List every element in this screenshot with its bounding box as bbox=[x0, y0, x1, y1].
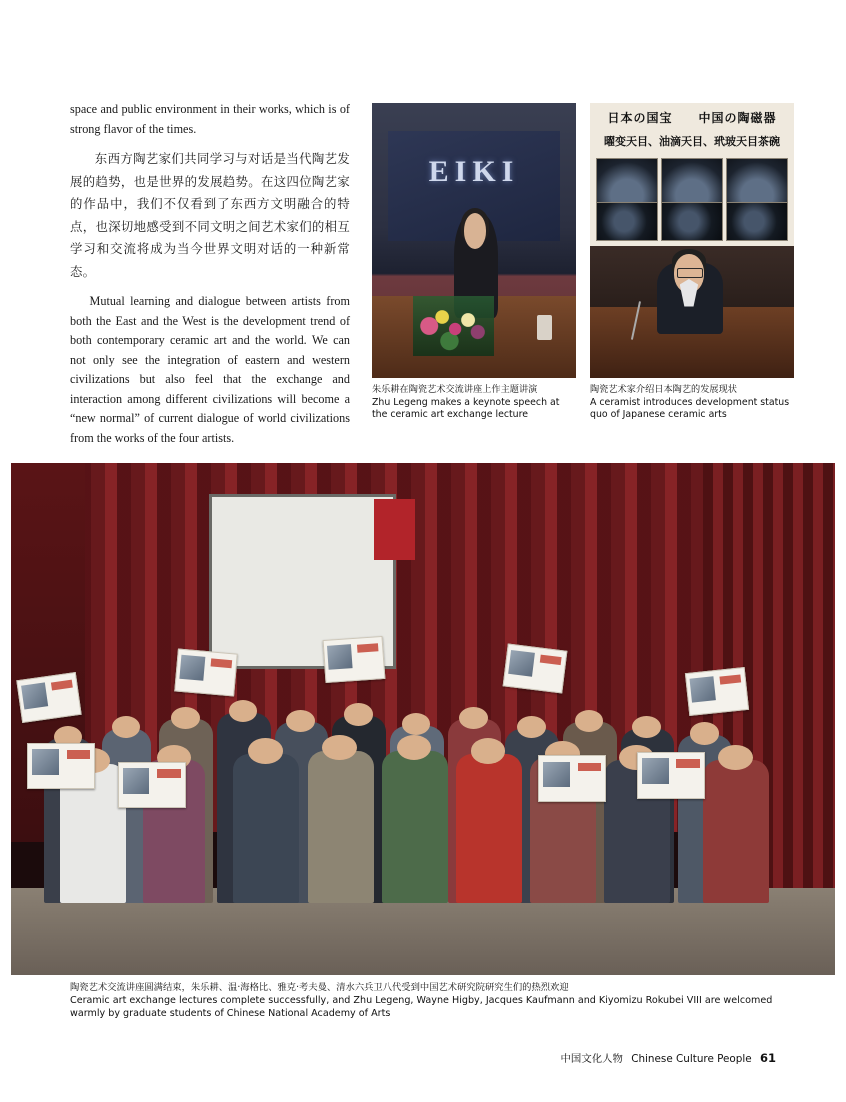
person bbox=[233, 754, 299, 903]
person-head bbox=[459, 707, 488, 729]
magazine bbox=[118, 762, 186, 808]
red-book-held-up bbox=[374, 499, 415, 560]
magazine bbox=[174, 648, 237, 696]
projector-brand-text: EIKI bbox=[428, 155, 520, 189]
flower-arrangement bbox=[413, 296, 495, 357]
caption-english: Ceramic art exchange lectures complete successfully, and Zhu Legeng, Wayne Higby, Jacques Kaufmann and Kiyomizu Rokubei VIII are welcomed warmly by graduate students of Chinese National Academy of Arts bbox=[70, 995, 773, 1020]
paragraph-english: Mutual learning and dialogue between artists from both the East and the West is the development trend of both contemporary ceramic art and the world. We can not only see the integration of eastern and western civilizations but also feel that the exchange and interaction among different civilizations will become a “new normal” of current dialogue of world civilizations from the works of the four artists. bbox=[70, 294, 350, 445]
caption-english: Zhu Legeng makes a keynote speech at the ceramic art exchange lecture bbox=[372, 396, 560, 420]
person bbox=[703, 760, 769, 903]
person bbox=[382, 751, 448, 903]
water-cup bbox=[537, 315, 551, 340]
article-text-column bbox=[70, 100, 350, 448]
magazine bbox=[637, 752, 705, 798]
person bbox=[456, 754, 522, 903]
paragraph-continued: space and public environment in their works, which is of strong flavor of the times. bbox=[70, 102, 350, 136]
speaker-head bbox=[464, 213, 486, 249]
poster-bowl-image bbox=[661, 202, 723, 241]
publication-name-cn: 中国文化人物 bbox=[560, 1053, 623, 1065]
person-head bbox=[112, 716, 140, 738]
magazine bbox=[503, 644, 567, 694]
caption-chinese: 朱乐耕在陶瓷艺术交流讲座上作主题讲演 bbox=[372, 384, 538, 395]
person-head bbox=[575, 710, 604, 732]
page-footer bbox=[561, 1050, 776, 1065]
caption-chinese: 陶瓷艺术交流讲座圆满结束，朱乐耕、温·海格比、雅克·考夫曼、清水六兵卫八代受到中国艺术研究院研究生们的热烈欢迎 bbox=[70, 982, 569, 993]
person-head bbox=[248, 738, 283, 763]
audience-crowd bbox=[11, 586, 835, 903]
person-head bbox=[471, 738, 506, 763]
group-photo-caption bbox=[70, 981, 810, 1020]
poster-subtitle-text: 曜变天目、油滴天目、玳玻天目茶碗 bbox=[604, 135, 780, 149]
publication-name-en: Chinese Culture People bbox=[631, 1053, 752, 1065]
magazine bbox=[27, 743, 95, 789]
magazine bbox=[538, 755, 606, 801]
poster-title-text: 日本の国宝 中国の陶磁器 bbox=[607, 110, 777, 125]
lecture-photo bbox=[372, 103, 576, 378]
caption-chinese: 陶瓷艺术家介绍日本陶艺的发展现状 bbox=[590, 384, 737, 395]
ceramist-photo bbox=[590, 103, 794, 378]
person-head bbox=[171, 707, 200, 729]
person bbox=[308, 751, 374, 903]
group-photo bbox=[11, 463, 835, 975]
ceramist-photo-caption bbox=[590, 384, 795, 422]
caption-english: A ceramist introduces development status quo of Japanese ceramic arts bbox=[590, 396, 790, 420]
paragraph-gap bbox=[70, 139, 350, 148]
magazine bbox=[685, 667, 749, 716]
person-head bbox=[690, 722, 719, 744]
person-head bbox=[517, 716, 546, 738]
person-head bbox=[286, 710, 315, 732]
poster-image-row-2 bbox=[596, 202, 788, 241]
poster-bowl-image bbox=[596, 202, 658, 241]
poster-bowl-image bbox=[726, 202, 788, 241]
page-number: 61 bbox=[759, 1051, 776, 1065]
lecture-photo-caption bbox=[372, 384, 577, 422]
magazine bbox=[323, 636, 386, 683]
paragraph-chinese: 东西方陶艺家们共同学习与对话是当代陶艺发展的趋势，也是世界的发展趋势。在这四位陶艺家的作品中，我们不仅看到了东西方文明融合的特点，也深切地感受到不同文明之间艺术家们的相互学习和交流将成为当今世界文明对话的一种新常态。 bbox=[70, 151, 350, 279]
person-head bbox=[344, 703, 373, 725]
person-head bbox=[718, 745, 753, 770]
paragraph-gap-2 bbox=[70, 283, 350, 292]
magazine bbox=[17, 672, 82, 723]
ceramist-glasses bbox=[677, 268, 703, 278]
